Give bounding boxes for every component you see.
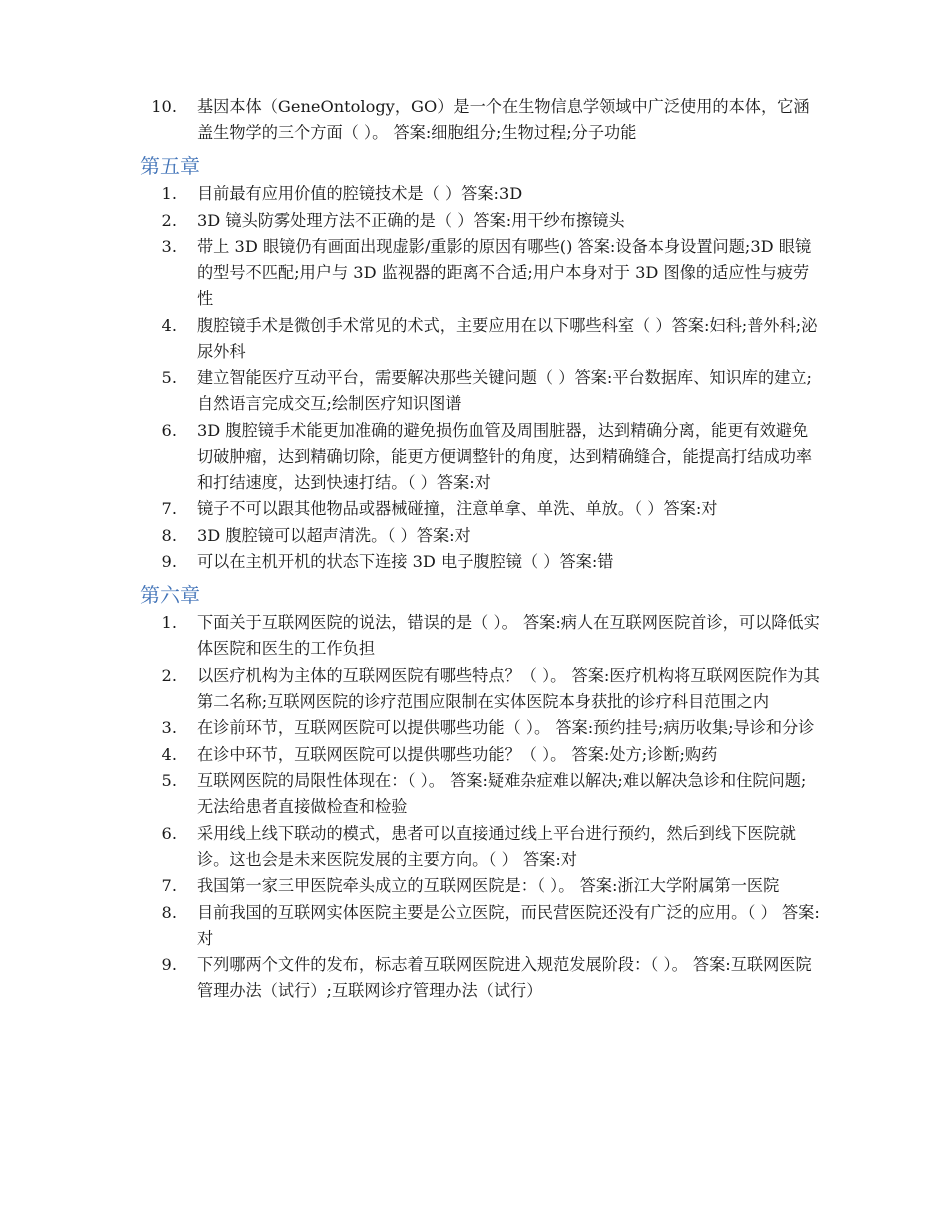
chapter-6-heading: 第六章 (140, 583, 200, 607)
question-item (140, 496, 820, 522)
question-item (140, 549, 820, 575)
question-text: 带上 3D 眼镜仍有画面出现虚影/重影的原因有哪些() 答案:设备本身设置问题;3D 眼镜的型号不匹配;用户与 3D 监视器的距离不合适;用户本身对于 3D 图像的适应性与疲劳性 (197, 237, 812, 308)
question-text: 下列哪两个文件的发布，标志着互联网医院进入规范发展阶段：（ ）。 答案:互联网医院管理办法（试行）;互联网诊疗管理办法（试行） (197, 955, 812, 1000)
question-number: 1. (161, 184, 177, 203)
question-item (140, 663, 820, 715)
question-item (140, 208, 820, 234)
question-number: 5. (161, 771, 177, 790)
question-text: 在诊中环节，互联网医院可以提供哪些功能？（ ）。 答案:处方;诊断;购药 (197, 744, 718, 764)
question-number: 7. (161, 499, 177, 518)
question-number: 6. (161, 823, 177, 843)
question-item (140, 900, 820, 952)
question-number: 6. (161, 420, 177, 440)
question-item (140, 181, 820, 207)
question-item (140, 768, 820, 820)
question-number: 4. (161, 315, 177, 335)
question-item (140, 234, 820, 312)
question-number: 8. (161, 902, 177, 922)
question-item (140, 715, 820, 741)
question-number: 9. (161, 552, 177, 571)
question-number: 4. (161, 744, 177, 764)
question-number: 10. (151, 97, 177, 116)
question-text: 镜子不可以跟其他物品或器械碰撞，注意单拿、单洗、单放。（ ）答案:对 (197, 499, 718, 518)
question-number: 2. (161, 210, 177, 230)
question-text: 采用线上线下联动的模式，患者可以直接通过线上平台进行预约，然后到线下医院就诊。这也会是未来医院发展的主要方向。（ ） 答案:对 (197, 823, 796, 869)
question-number: 8. (161, 525, 177, 545)
question-number: 1. (161, 613, 177, 632)
question-text: 基因本体（GeneOntology，GO）是一个在生物信息学领域中广泛使用的本体，它涵盖生物学的三个方面（ ）。 答案:细胞组分;生物过程;分子功能 (197, 97, 810, 142)
question-text: 3D 腹腔镜手术能更加准确的避免损伤血管及周围脏器，达到精确分离，能更有效避免切破肿瘤，达到精确切除，能更方便调整针的角度，达到精确缝合，能提高打结成功率和打结速度，达到快速打结。（ ）答案:对 (197, 420, 813, 492)
question-number: 9. (161, 955, 177, 974)
chapter-5-question-list (140, 181, 820, 575)
question-text: 下面关于互联网医院的说法，错误的是（ ）。 答案:病人在互联网医院首诊，可以降低实体医院和医生的工作负担 (197, 613, 820, 658)
question-text: 目前我国的互联网实体医院主要是公立医院，而民营医院还没有广泛的应用。（ ） 答案:对 (197, 902, 820, 948)
question-item (140, 418, 820, 496)
question-text: 可以在主机开机的状态下连接 3D 电子腹腔镜（ ）答案:错 (197, 552, 614, 571)
question-text: 3D 腹腔镜可以超声清洗。（ ）答案:对 (197, 525, 471, 545)
question-item (140, 610, 820, 662)
question-number: 3. (161, 237, 177, 256)
question-item (140, 742, 820, 768)
question-text: 腹腔镜手术是微创手术常见的术式，主要应用在以下哪些科室（ ）答案:妇科;普外科;泌尿外科 (197, 315, 818, 361)
question-text: 我国第一家三甲医院牵头成立的互联网医院是：（ ）。 答案:浙江大学附属第一医院 (197, 876, 780, 895)
question-item (140, 94, 820, 146)
question-item (140, 952, 820, 1004)
question-text: 在诊前环节，互联网医院可以提供哪些功能（ ）。 答案:预约挂号;病历收集;导诊和分诊 (197, 718, 815, 737)
question-number: 3. (161, 718, 177, 737)
question-text: 建立智能医疗互动平台，需要解决那些关键问题（ ）答案:平台数据库、知识库的建立;自然语言完成交互;绘制医疗知识图谱 (197, 368, 812, 413)
question-item (140, 365, 820, 417)
question-item (140, 821, 820, 873)
chapter-6-question-list (140, 610, 820, 1004)
question-text: 3D 镜头防雾处理方法不正确的是（ ）答案:用干纱布擦镜头 (197, 210, 625, 230)
question-text: 互联网医院的局限性体现在：（ ）。 答案:疑难杂症难以解决;难以解决急诊和住院问题;无法给患者直接做检查和检验 (197, 771, 807, 816)
document-content (140, 94, 820, 1005)
question-number: 7. (161, 876, 177, 895)
question-item (140, 873, 820, 899)
question-number: 5. (161, 368, 177, 387)
question-text: 以医疗机构为主体的互联网医院有哪些特点？（ ）。 答案:医疗机构将互联网医院作为其第二名称;互联网医院的诊疗范围应限制在实体医院本身获批的诊疗科目范围之内 (197, 665, 820, 711)
question-item (140, 313, 820, 365)
question-item (140, 523, 820, 549)
question-text: 目前最有应用价值的腔镜技术是（ ）答案:3D (197, 184, 523, 203)
continued-question-list (140, 94, 820, 146)
question-number: 2. (161, 665, 177, 685)
chapter-5-heading: 第五章 (140, 154, 200, 178)
